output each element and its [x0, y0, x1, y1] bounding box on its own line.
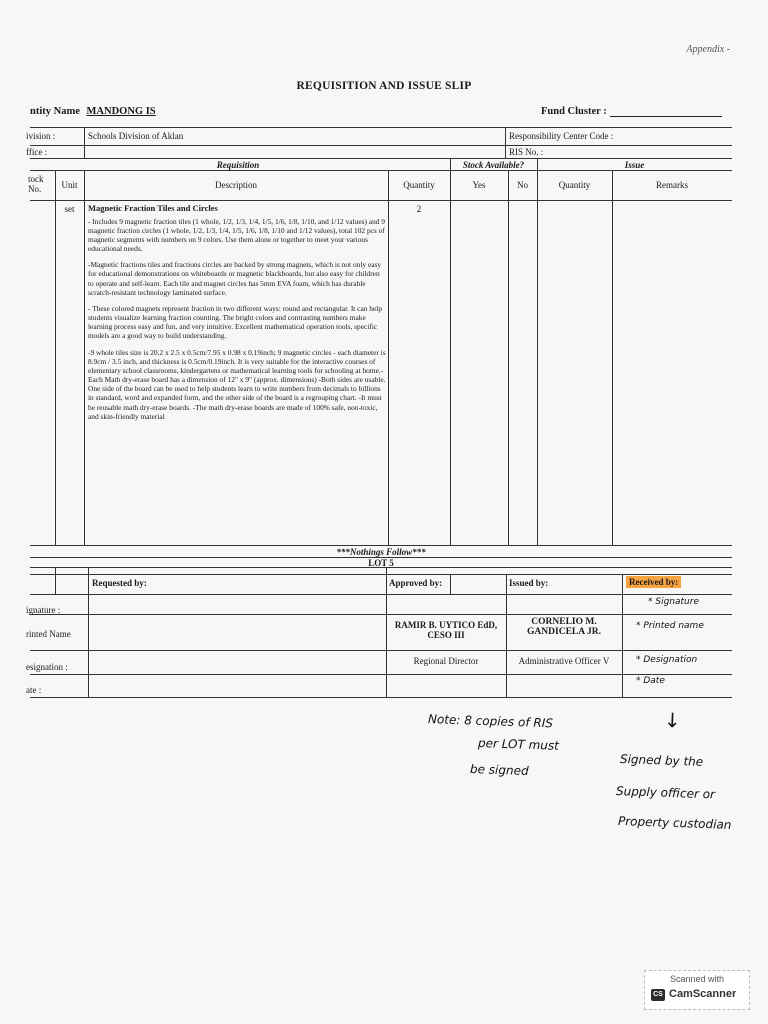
issuer-designation: Administrative Officer V: [518, 656, 610, 666]
date-label: ate :: [26, 685, 42, 695]
description-header: Description: [215, 180, 257, 190]
handwritten-signed-line-1: Signed by the: [619, 752, 704, 769]
camscanner-logo-icon: CS: [651, 989, 665, 1001]
rule: [30, 650, 732, 651]
description-paragraph: -9 whole tiles size is 20.2 x 2.5 x 0.5cm/7.95 x 0.98 x 0.19inch; 9 magnetic circles - each diameter is 8.9cm / 3.5 inch, and thickness is 0.5cm/0.19inch. It is very suitable for the interactive courses of elementary school classrooms, kindergartens or mathematical learning tools for schooling at home.-Each Math dry-erase board has a dimension of 12" x 9" (approx. dimensions) -Both sides are usable. One side of the board can be used to help students learn to write numbers from decimals to billions in standard, word and expanded form, and the other side of the board is a regrouping chart. -It must be reusable math dry-erase boards. -The math dry-erase boards are made of 100% safe, non-toxic, and skin-friendly material: [88, 347, 386, 421]
lot-label: LOT 5: [368, 558, 394, 568]
received-by-highlight: Received by:: [626, 576, 681, 588]
rule: [84, 170, 85, 545]
camscanner-badge: [644, 970, 750, 1010]
received-by-label: [626, 578, 681, 588]
nothing-follows: ***Nothings Follow***: [336, 547, 426, 557]
office-label: ffice :: [26, 147, 48, 157]
no-header: No: [517, 180, 528, 190]
handwritten-signed-line-2: Supply officer or: [615, 784, 716, 802]
arrow-down-icon: ↓: [663, 708, 682, 733]
item-name: Magnetic Fraction Tiles and Circles: [88, 203, 218, 213]
division-value: Schools Division of Aklan: [88, 131, 184, 141]
stock-no-header: tock No.: [28, 174, 44, 194]
rule: [30, 200, 732, 201]
rule: [537, 158, 538, 545]
handwritten-note-line-3: be signed: [469, 762, 529, 779]
entity-value: MANDONG IS: [86, 106, 156, 117]
signature-label: ignature :: [26, 605, 61, 615]
approved-by-label: Approved by:: [389, 578, 443, 588]
handwritten-date: * Date: [636, 676, 665, 686]
fund-cluster: [541, 106, 722, 117]
rule: [622, 574, 623, 697]
item-quantity: 2: [416, 204, 422, 214]
ris-table: [26, 127, 732, 697]
unit-header: Unit: [61, 180, 78, 190]
description-paragraph: - Includes 9 magnetic fraction tiles (1 whole, 1/2, 1/3, 1/4, 1/5, 1/6, 1/8, 1/10, and 1/12 values) and 9 magnetic fraction circles (1 whole, 1/2, 1/3, 1/4, 1/5, 1/6, 1/8, 1/10 and 1/12 values), total 102 pcs of magnetic segments with numbers on 9 colors. Use them alone or together to meet your various educational needs.: [88, 216, 386, 254]
rule: [30, 574, 732, 575]
handwritten-printed-name: * Printed name: [636, 621, 704, 631]
rule: [30, 614, 732, 615]
approver-name: RAMIR B. UYTICO EdD, CESO III: [394, 620, 498, 640]
rule: [55, 567, 56, 594]
quantity-header: Quantity: [403, 180, 435, 190]
rule: [55, 170, 56, 545]
appendix-label: Appendix -: [686, 44, 730, 55]
handwritten-note-line-2: per LOT must: [477, 736, 560, 753]
camscanner-brand: CamScanner: [669, 988, 737, 1000]
stock-available-header: Stock Available?: [462, 160, 525, 170]
handwritten-designation: * Designation: [636, 655, 698, 665]
rule: [30, 594, 732, 595]
printed-name-label: rinted Name: [26, 629, 71, 639]
designation-label: esignation :: [26, 662, 68, 672]
description-paragraph: - These colored magnets represent fraction in two different ways: round and rectangular. It can help students visualize learning fraction counting. The bright colors and contrasting numbers make learning process easy and fun, and very intuitive. Excellent mathematical operation tools, specific models are a good way to build understanding.: [88, 303, 383, 341]
rule: [30, 127, 732, 128]
entity-label: ntity Name: [30, 106, 80, 117]
requested-by-label: Requested by:: [92, 578, 147, 588]
rule: [30, 674, 732, 675]
rule: [30, 545, 732, 546]
approver-designation: Regional Director: [413, 656, 479, 666]
rcc-label: Responsibility Center Code :: [509, 131, 614, 141]
scanned-with-label: Scanned with: [669, 974, 725, 984]
rule: [508, 170, 509, 545]
issue-header: Issue: [624, 160, 645, 170]
remarks-header: Remarks: [656, 180, 688, 190]
rule: [30, 145, 732, 146]
rule: [388, 170, 389, 545]
rule: [30, 158, 732, 159]
requisition-header: Requisition: [216, 160, 260, 170]
division-label: ivision :: [26, 131, 56, 141]
ris-no-label: RIS No. :: [509, 147, 544, 157]
rule: [450, 574, 451, 594]
handwritten-signature: * Signature: [648, 597, 699, 607]
document-title: REQUISITION AND ISSUE SLIP: [296, 80, 472, 92]
issue-quantity-header: Quantity: [558, 180, 591, 190]
rule: [30, 697, 732, 698]
yes-header: Yes: [472, 180, 486, 190]
item-description: [88, 203, 386, 428]
handwritten-note-line-1: Note: 8 copies of RIS: [427, 712, 554, 731]
description-paragraph: -Magnetic fractions tiles and fractions circles are backed by strong magnets, which is not only easy for educational demonstrations on whiteboards or magnetic blackboards, but also easy for children to operate and self-learn. Each tile and magnet circles has 5mm EVA foam, which has durable scratch-resistant technology laminated surface.: [88, 260, 382, 297]
rule: [88, 567, 89, 697]
fund-cluster-label: Fund Cluster :: [541, 106, 607, 117]
rule: [505, 127, 506, 158]
handwritten-signed-line-3: Property custodian: [617, 814, 732, 832]
issued-by-label: Issued by:: [509, 578, 549, 588]
item-unit: set: [64, 204, 75, 214]
rule: [84, 127, 85, 158]
fund-cluster-line: [610, 106, 722, 117]
rule: [450, 158, 451, 545]
issuer-name: CORNELIO M. GANDICELA JR.: [527, 617, 601, 638]
entity-name: [30, 106, 156, 117]
rule: [612, 170, 613, 545]
